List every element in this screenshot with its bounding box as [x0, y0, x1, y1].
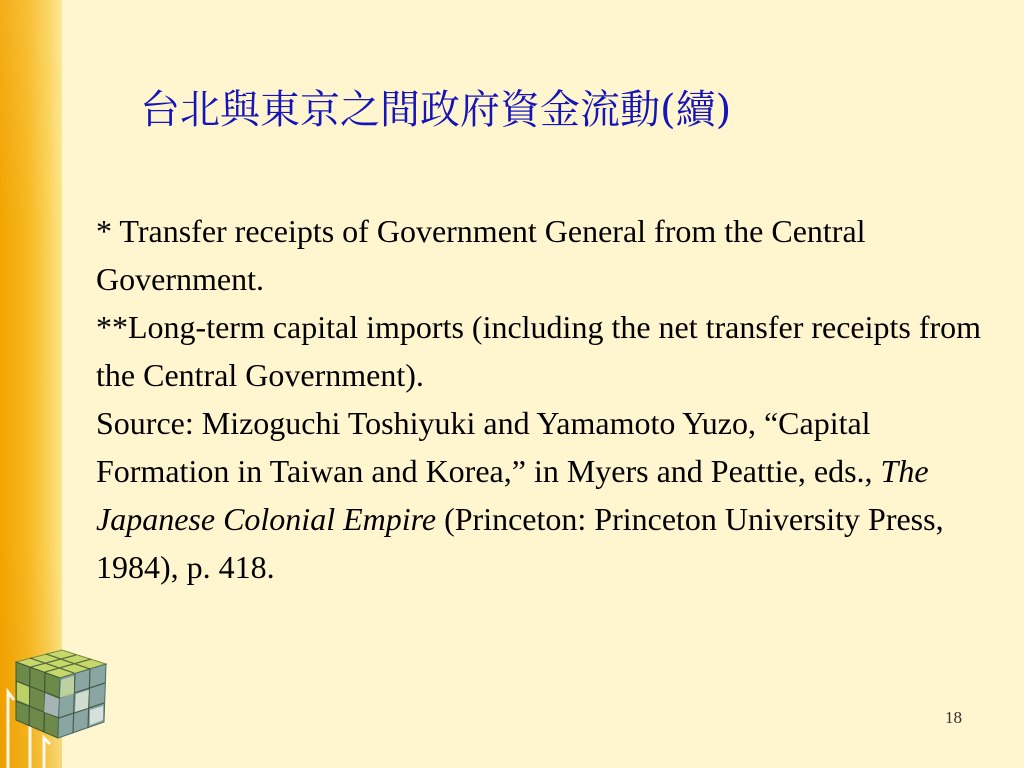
arrow-line-right: [44, 738, 50, 768]
source-book-title: The Japanese Colonial Empire: [96, 453, 929, 537]
arrow-line-left: [8, 692, 14, 768]
page-number: 18: [945, 708, 962, 727]
slide-title: 台北與東京之間政府資金流動(續): [140, 87, 732, 133]
source-citation-prefix: Source: Mizoguchi Toshiyuki and Yamamoto Yuzo, “Capital Formation in Taiwan and Korea,” in Myers and Peattie, eds.,: [96, 405, 881, 489]
rubik-cube-graphic: [0, 620, 120, 768]
source-citation-suffix: (Princeton: Princeton University Press, 1984), p. 418.: [96, 501, 944, 585]
footnote-double-asterisk: **Long-term capital imports (including the net transfer receipts from the Central Government).: [96, 309, 982, 393]
footnote-single-asterisk: * Transfer receipts of Government General from the Central Government.: [96, 213, 866, 297]
slide-body: [96, 207, 991, 591]
cube-body: [16, 650, 106, 738]
source-citation: [96, 399, 991, 591]
